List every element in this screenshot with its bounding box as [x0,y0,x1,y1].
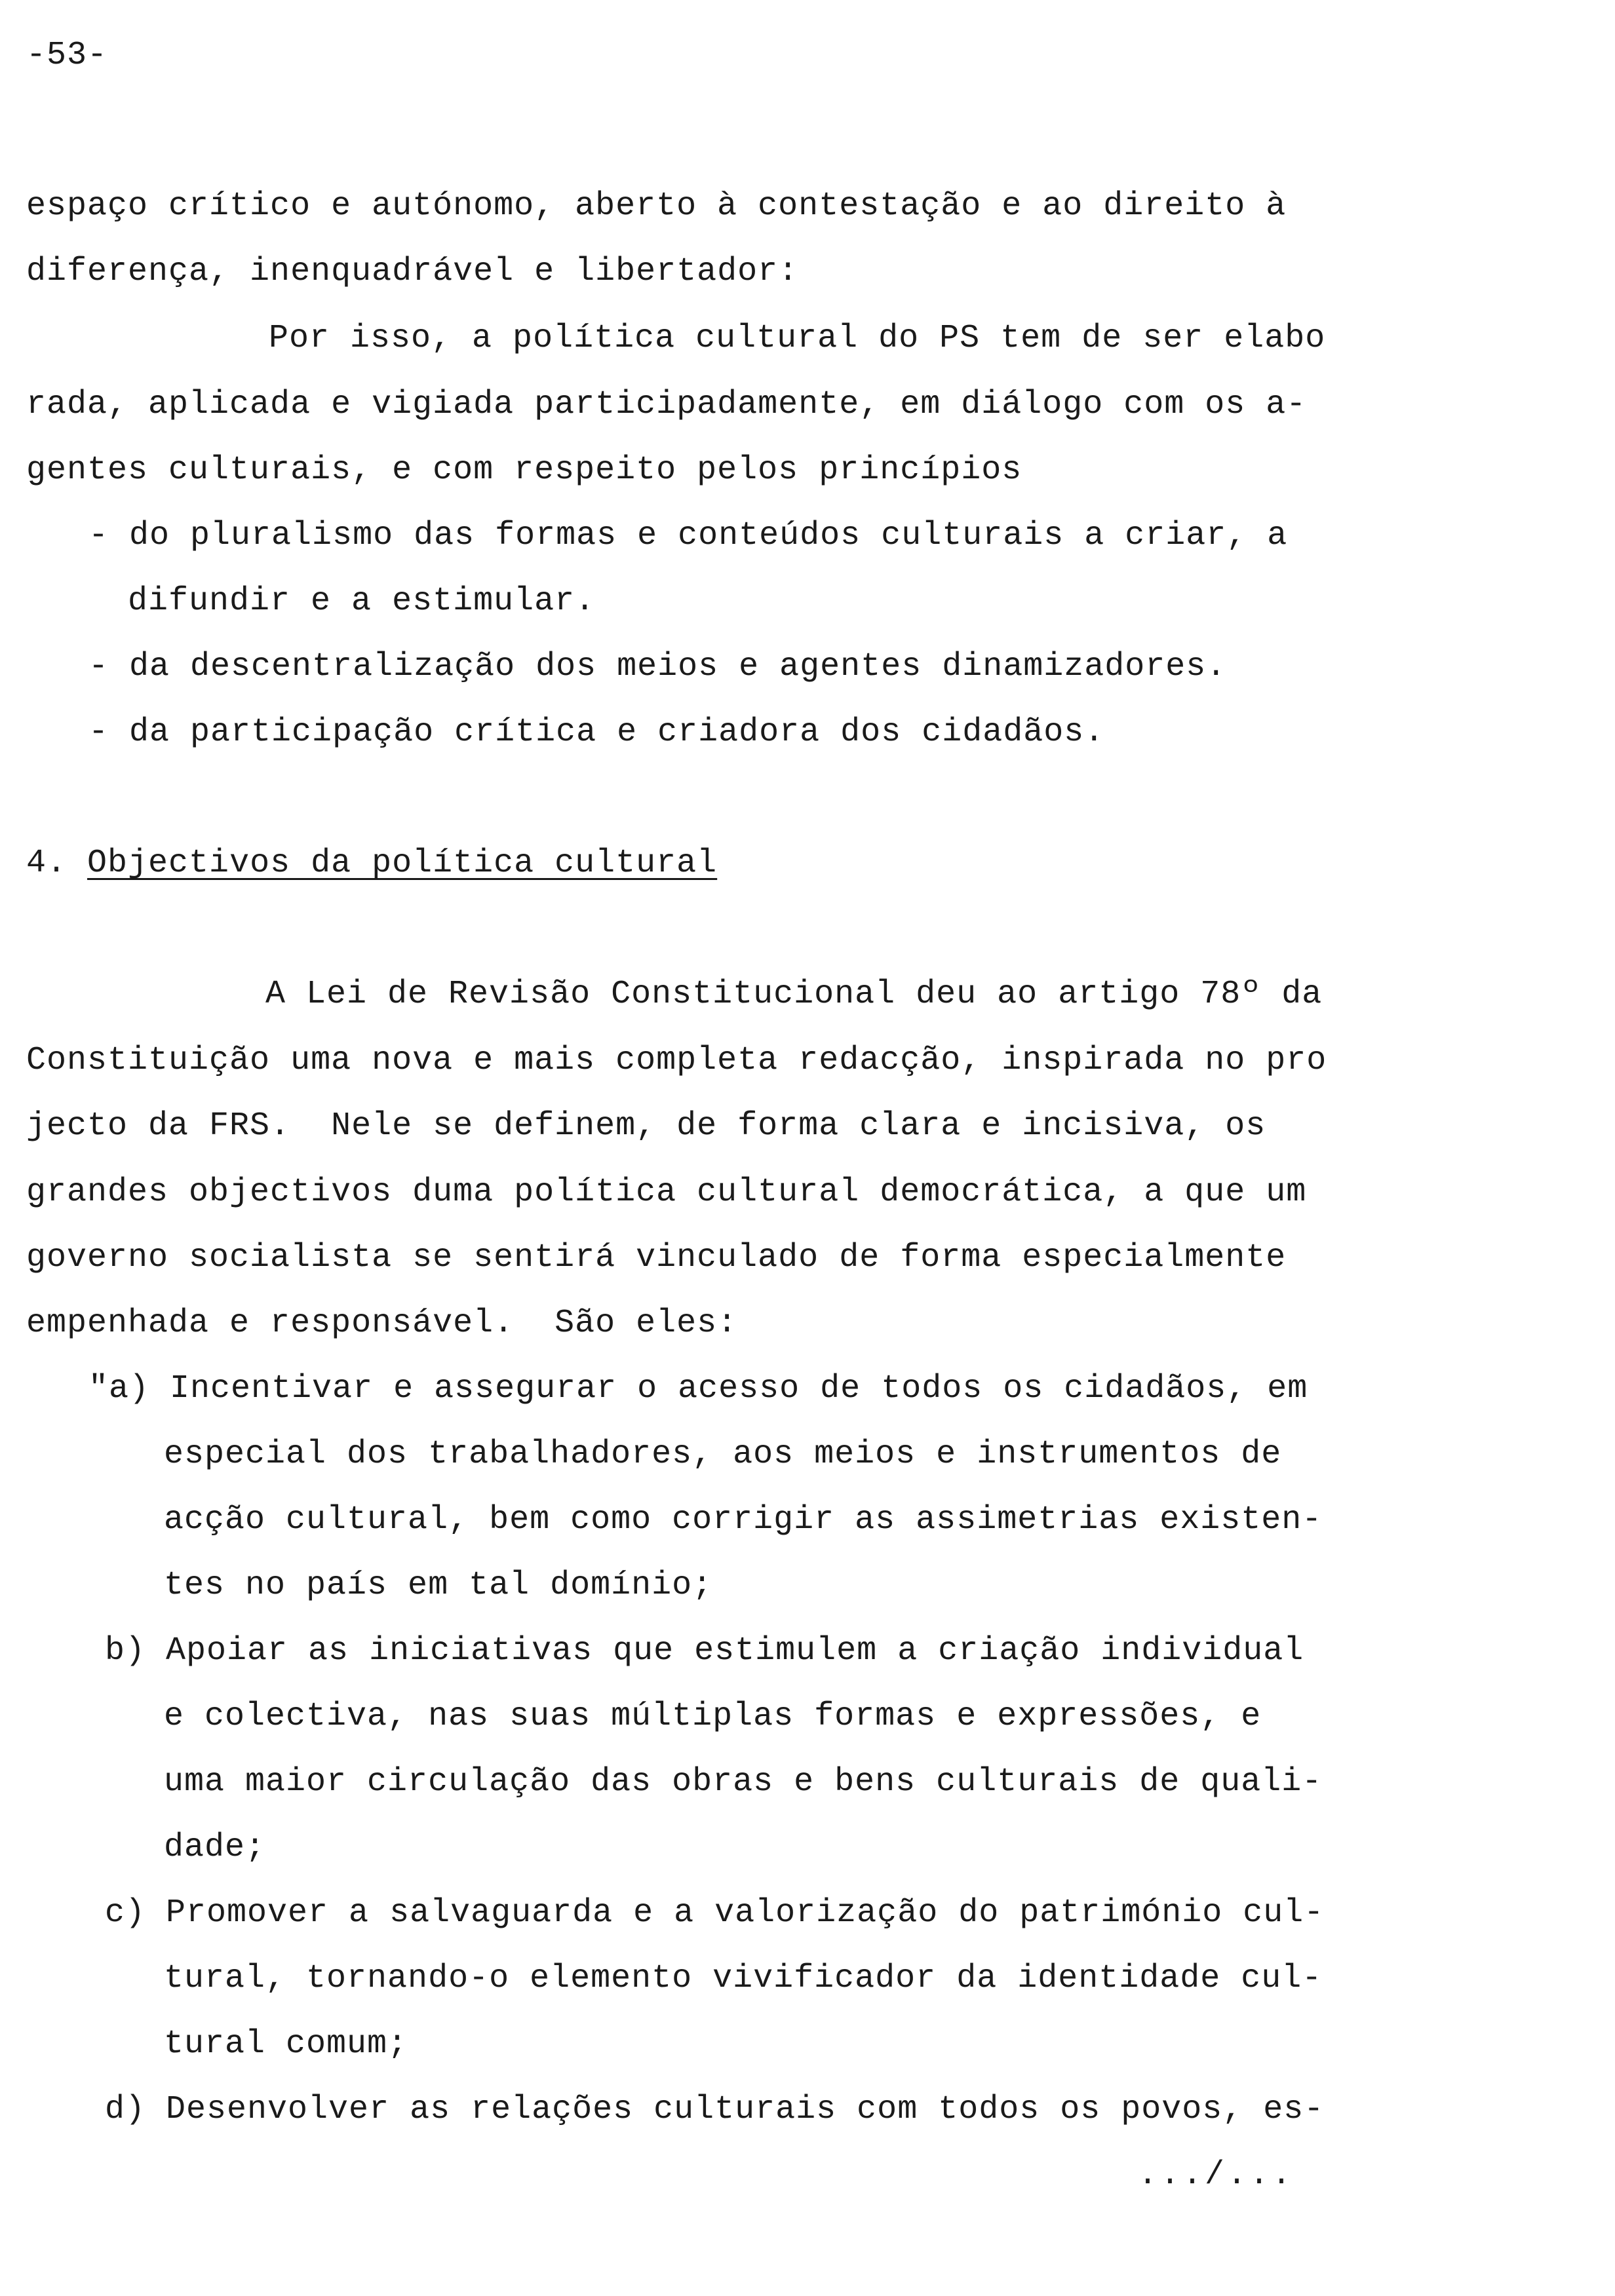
intro-line-3: Por isso, a política cultural do PS tem de ser elabo [269,320,1326,357]
intro-line-2: diferença, inenquadrável e libertador: [26,253,799,290]
intro-line-1: espaço crítico e autónomo, aberto à contestação e ao direito à [26,187,1287,225]
item-b-line-4: dade; [164,1829,266,1866]
body-line-4: grandes objectivos duma política cultural democrática, a que um [26,1174,1307,1211]
principle-1-line-1: - do pluralismo das formas e conteúdos culturais a criar, a [88,517,1288,554]
item-c-line-2: tural, tornando-o elemento vivificador da identidade cul- [164,1960,1323,1997]
intro-line-4: rada, aplicada e vigiada participadamente, em diálogo com os a- [26,386,1307,423]
body-line-2: Constituição uma nova e mais completa redacção, inspirada no pro [26,1042,1327,1079]
item-d-line-1: d) Desenvolver as relações culturais com todos os povos, es- [105,2091,1325,2128]
item-b-line-1: b) Apoiar as iniciativas que estimulem a criação individual [105,1632,1304,1670]
principle-1-line-2: difundir e a estimular. [128,583,596,620]
item-a-line-4: tes no país em tal domínio; [164,1567,713,1604]
item-b-line-3: uma maior circulação das obras e bens culturais de quali- [164,1763,1323,1801]
body-line-3: jecto da FRS. Nele se definem, de forma clara e incisiva, os [26,1107,1266,1145]
item-c-line-1: c) Promover a salvaguarda e a valorização do património cul- [105,1894,1325,1932]
continuation-marker: .../... [1137,2156,1294,2194]
section-title: Objectivos da política cultural [87,845,718,882]
item-a-line-1: "a) Incentivar e assegurar o acesso de todos os cidadãos, em [88,1370,1308,1407]
body-line-5: governo socialista se sentirá vinculado de forma especialmente [26,1239,1287,1276]
item-a-line-2: especial dos trabalhadores, aos meios e instrumentos de [164,1436,1282,1473]
item-a-line-3: acção cultural, bem como corrigir as assimetrias existen- [164,1501,1323,1539]
section-heading [26,844,717,883]
principle-2: - da descentralização dos meios e agentes dinamizadores. [88,648,1227,685]
item-b-line-2: e colectiva, nas suas múltiplas formas e expressões, e [164,1698,1262,1735]
principle-3: - da participação crítica e criadora dos cidadãos. [88,714,1105,751]
page-number: -53- [26,37,108,74]
body-line-1: A Lei de Revisão Constitucional deu ao artigo 78º da [265,976,1323,1013]
intro-line-5: gentes culturais, e com respeito pelos princípios [26,451,1022,489]
body-line-6: empenhada e responsável. São eles: [26,1305,738,1342]
section-number: 4. [26,845,68,882]
item-c-line-3: tural comum; [164,2025,408,2063]
